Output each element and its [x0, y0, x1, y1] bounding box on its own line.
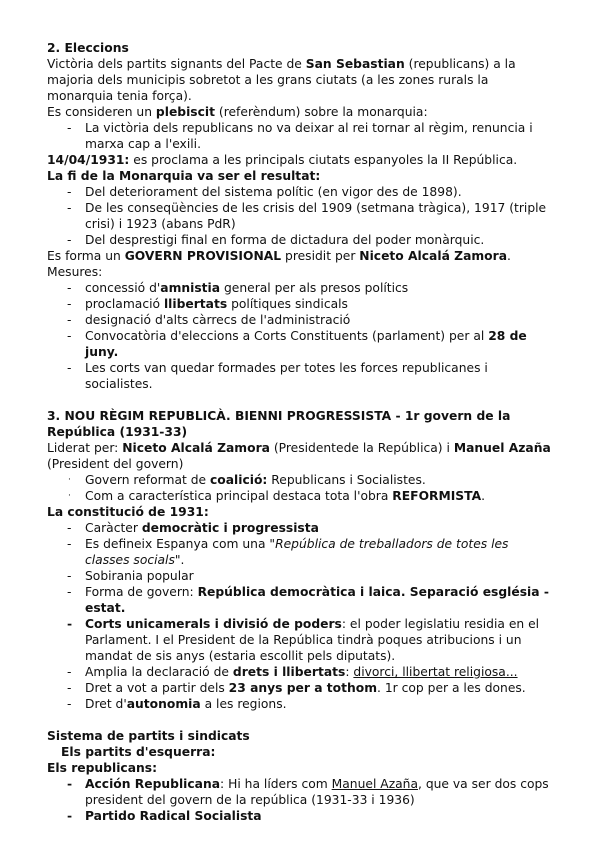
list-item: - Del deteriorament del sistema polític (en vigor des de 1898). — [67, 185, 462, 199]
list-item: - Caràcter democràtic i progressista — [67, 521, 319, 535]
list-item: · Com a característica principal destaca tota l'obra REFORMISTA. — [68, 489, 486, 503]
list-item: - La victòria dels republicans no va deixar al rei tornar al règim, renuncia i marxa cap a l'exili. — [67, 121, 533, 151]
provisional-government-line: Es forma un GOVERN PROVISIONAL presidit per Niceto Alcalá Zamora. — [47, 249, 511, 263]
measures-label: Mesures: — [47, 265, 103, 279]
list-item: · Govern reformat de coalició: Republicans i Socialistes. — [68, 473, 426, 487]
end-monarchy-list — [47, 184, 552, 248]
document-page — [47, 40, 552, 824]
list-item: - Dret d'autonomia a les regions. — [67, 697, 287, 711]
list-item: - Convocatòria d'eleccions a Corts Constituents (parlament) per al 28 de juny. — [67, 329, 527, 359]
list-item: - Acción Republicana: Hi ha líders com Manuel Azaña, que va ser dos cops president del govern de la república (1931-33 i 1936) — [67, 777, 549, 807]
list-item: - Es defineix Espanya com una "República de treballadors de totes les classes socials". — [67, 537, 509, 567]
section-4-title: Sistema de partits i sindicats — [47, 729, 250, 743]
section-3-title: 3. NOU RÈGIM REPUBLICÀ. BIENNI PROGRESSISTA - 1r govern de la República (1931-33) — [47, 409, 511, 439]
list-item: - Dret a vot a partir dels 23 anys per a tothom. 1r cop per a les dones. — [67, 681, 526, 695]
paragraph-elections: Victòria dels partits signants del Pacte de San Sebastian (republicans) a la majoria dels municipis sobretot a les grans ciutats (a les zones rurals la monarquia tenia força). — [47, 57, 516, 103]
plebiscit-list — [47, 120, 552, 152]
constitution-list — [47, 520, 552, 712]
measures-list — [47, 280, 552, 392]
list-item: - Corts unicamerals i divisió de poders: el poder legislatiu residia en el Parlament. I el President de la República tindrà poques atribucions i un mandat de sis anys (estaria escollit pels diputats). — [67, 617, 540, 663]
proclamation-line: 14/04/1931: es proclama a les principals ciutats espanyoles la II República. — [47, 153, 518, 167]
list-item: - Amplia la declaració de drets i llibertats: divorci, llibertat religiosa... — [67, 665, 518, 679]
list-item: - De les conseqüències de les crisis del 1909 (setmana tràgica), 1917 (triple crisi) i 1923 (abans PdR) — [67, 201, 547, 231]
list-item: - Partido Radical Socialista — [67, 809, 262, 823]
end-monarchy-heading: La fi de la Monarquia va ser el resultat: — [47, 169, 321, 183]
section-2-title: 2. Eleccions — [47, 41, 129, 55]
government-list — [47, 472, 552, 504]
leadership-line: Liderat per: Niceto Alcalá Zamora (Presidentede la República) i Manuel Azaña (President del govern) — [47, 441, 551, 471]
list-item: - designació d'alts càrrecs de l'administració — [67, 313, 351, 327]
list-item: - Sobirania popular — [67, 569, 194, 583]
list-item: - concessió d'amnistia general per als presos polítics — [67, 281, 409, 295]
republicans-list — [47, 776, 552, 824]
list-item: - proclamació llibertats polítiques sindicals — [67, 297, 348, 311]
left-parties-heading: Els partits d'esquerra: — [61, 745, 216, 759]
list-item: - Forma de govern: República democràtica i laica. Separació església - estat. — [67, 585, 549, 615]
list-item: - Del desprestigi final en forma de dictadura del poder monàrquic. — [67, 233, 485, 247]
constitution-heading: La constitució de 1931: — [47, 505, 209, 519]
paragraph-plebiscit: Es consideren un plebiscit (referèndum) sobre la monarquia: — [47, 105, 428, 119]
list-item: - Les corts van quedar formades per totes les forces republicanes i socialistes. — [67, 361, 488, 391]
republicans-heading: Els republicans: — [47, 761, 157, 775]
